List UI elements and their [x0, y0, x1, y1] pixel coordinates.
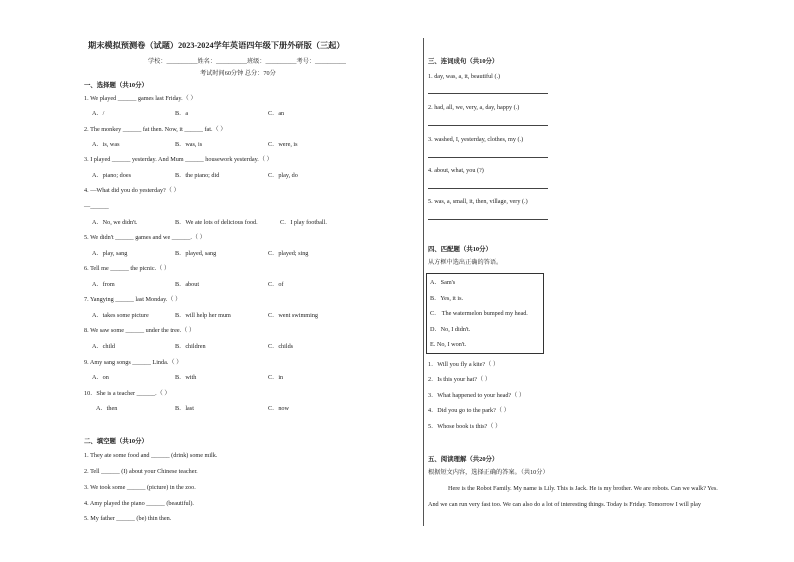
match-option-e: E. No, I won't. — [430, 341, 467, 348]
sentence-item-2: 2. had, all, we, very, a, day, happy (.) — [428, 104, 520, 111]
option-1a: A．/ — [92, 110, 105, 117]
question-10: 10．She is a teacher ______.（ ） — [84, 390, 171, 397]
exam-time-line: 考试时间60分钟 总分：70分 — [200, 70, 276, 77]
sentence-item-4: 4. about, what, you (?) — [428, 167, 484, 174]
option-2c: C．were, is — [268, 141, 298, 148]
answer-line[interactable] — [428, 188, 548, 189]
option-7c: C．went swimming — [268, 312, 319, 319]
question-4: 4. —What did you do yesterday?（ ） — [84, 187, 180, 194]
question-9: 9. Amy sang songs ______ Linda.（ ） — [84, 359, 183, 366]
option-5c: C．played; sing — [268, 250, 309, 257]
sentence-item-5: 5. was, a, small, it, then, village, very (.) — [428, 198, 528, 205]
match-question-4: 4．Did you go to the park?（ ） — [428, 407, 510, 414]
student-info-line: 学校：__________姓名：__________班级：__________考号：__________ — [148, 58, 346, 65]
question-2: 2. The monkey ______ fat then. Now, it ______ fat.（ ） — [84, 126, 227, 133]
section5-heading: 五、阅读理解（共20分） — [428, 456, 499, 463]
option-9a: A．on — [92, 374, 109, 381]
option-3a: A．piano; does — [92, 172, 132, 179]
option-8b: B．children — [175, 343, 206, 350]
option-8a: A．child — [92, 343, 116, 350]
answer-line[interactable] — [428, 125, 548, 126]
exam-title: 期末模拟预测卷（试题）2023-2024学年英语四年级下册外研版（三起） — [88, 41, 345, 50]
section3-heading: 三、连词成句（共10分） — [428, 58, 499, 65]
reading-paragraph-line-2: And we can run very fast too. We can also do a lot of interesting things. Today is Friday. Tomorrow I will play — [428, 501, 702, 508]
option-6b: B．about — [175, 281, 200, 288]
match-option-a: A．Sam's — [430, 279, 456, 286]
answer-line[interactable] — [428, 219, 548, 220]
match-question-5: 5．Whose book is this?（ ） — [428, 423, 502, 430]
option-6a: A．from — [92, 281, 115, 288]
answer-line[interactable] — [428, 93, 548, 94]
fill-item-3: 3. We took some ______ (picture) in the zoo. — [84, 484, 196, 491]
match-option-d: D．No, I didn't. — [430, 326, 471, 333]
fill-item-1: 1. They ate some food and ______ (drink) some milk. — [84, 452, 218, 459]
option-4b: B．We ate lots of delicious food. — [175, 219, 258, 226]
option-3b: B．the piano; did — [175, 172, 220, 179]
match-question-2: 2．Is this your hat?（ ） — [428, 376, 491, 383]
section2-heading: 二、填空题（共10分） — [84, 438, 148, 445]
option-5b: B．played, sang — [175, 250, 217, 257]
match-question-1: 1．Will you fly a kite?（ ） — [428, 361, 500, 368]
question-3: 3. I played ______ yesterday. And Mum ______ housework yesterday.（ ） — [84, 156, 273, 163]
answer-line[interactable] — [428, 157, 548, 158]
question-7: 7. Yangying ______ last Monday.（ ） — [84, 296, 182, 303]
question-5: 5. We didn't ______ games and we ______.（ ） — [84, 234, 206, 241]
option-3c: C．play, do — [268, 172, 298, 179]
sentence-item-3: 3. washed, I, yesterday, clothes, my (.) — [428, 136, 524, 143]
question-6: 6. Tell me ______ the picnic.（ ） — [84, 265, 171, 272]
fill-item-4: 4. Amy played the piano ______ (beautiful). — [84, 500, 194, 507]
section1-heading: 一、选择题（共10分） — [84, 82, 148, 89]
option-4c: C．I play football. — [280, 219, 327, 226]
match-option-c: C． The watermelon bumped my head. — [430, 310, 528, 317]
match-option-b: B．Yes, it is. — [430, 295, 464, 302]
section4-instruction: 从方框中选出正确的答语。 — [428, 259, 503, 266]
option-5a: A．play, sang — [92, 250, 128, 257]
reading-paragraph-line-1: Here is the Robot Family. My name is Lily. This is Jack. He is my brother. We are robots. Can we walk? Yes. — [448, 485, 718, 492]
option-2b: B．was, is — [175, 141, 203, 148]
question-4-reply: —______ — [84, 203, 109, 210]
column-divider — [423, 38, 424, 526]
section5-instruction: 根据短文内容，选择正确的答案。（共10分） — [428, 469, 549, 476]
question-1: 1. We played ______ games last Friday.（ ） — [84, 95, 197, 102]
option-1b: B．a — [175, 110, 189, 117]
option-2a: A．is, was — [92, 141, 120, 148]
option-4a: A．No, we didn't. — [92, 219, 138, 226]
option-9c: C．in — [268, 374, 284, 381]
section4-heading: 四、匹配题（共10分） — [428, 246, 492, 253]
option-6c: C．of — [268, 281, 284, 288]
option-7b: B．will help her mum — [175, 312, 231, 319]
fill-item-5: 5. My father ______ (be) thin then. — [84, 515, 172, 522]
option-10a: A．then — [96, 405, 118, 412]
option-10b: B．last — [175, 405, 194, 412]
option-9b: B．with — [175, 374, 197, 381]
match-question-3: 3．What happened to your head?（ ） — [428, 392, 526, 399]
option-7a: A．takes some picture — [92, 312, 149, 319]
option-8c: C．childs — [268, 343, 294, 350]
fill-item-2: 2. Tell ______ (I) about your Chinese teacher. — [84, 468, 198, 475]
option-1c: C．an — [268, 110, 285, 117]
sentence-item-1: 1. day, was, a, it, beautiful (.) — [428, 73, 501, 80]
question-8: 8. We saw some ______ under the tree.（ ） — [84, 327, 196, 334]
option-10c: C．now — [268, 405, 289, 412]
